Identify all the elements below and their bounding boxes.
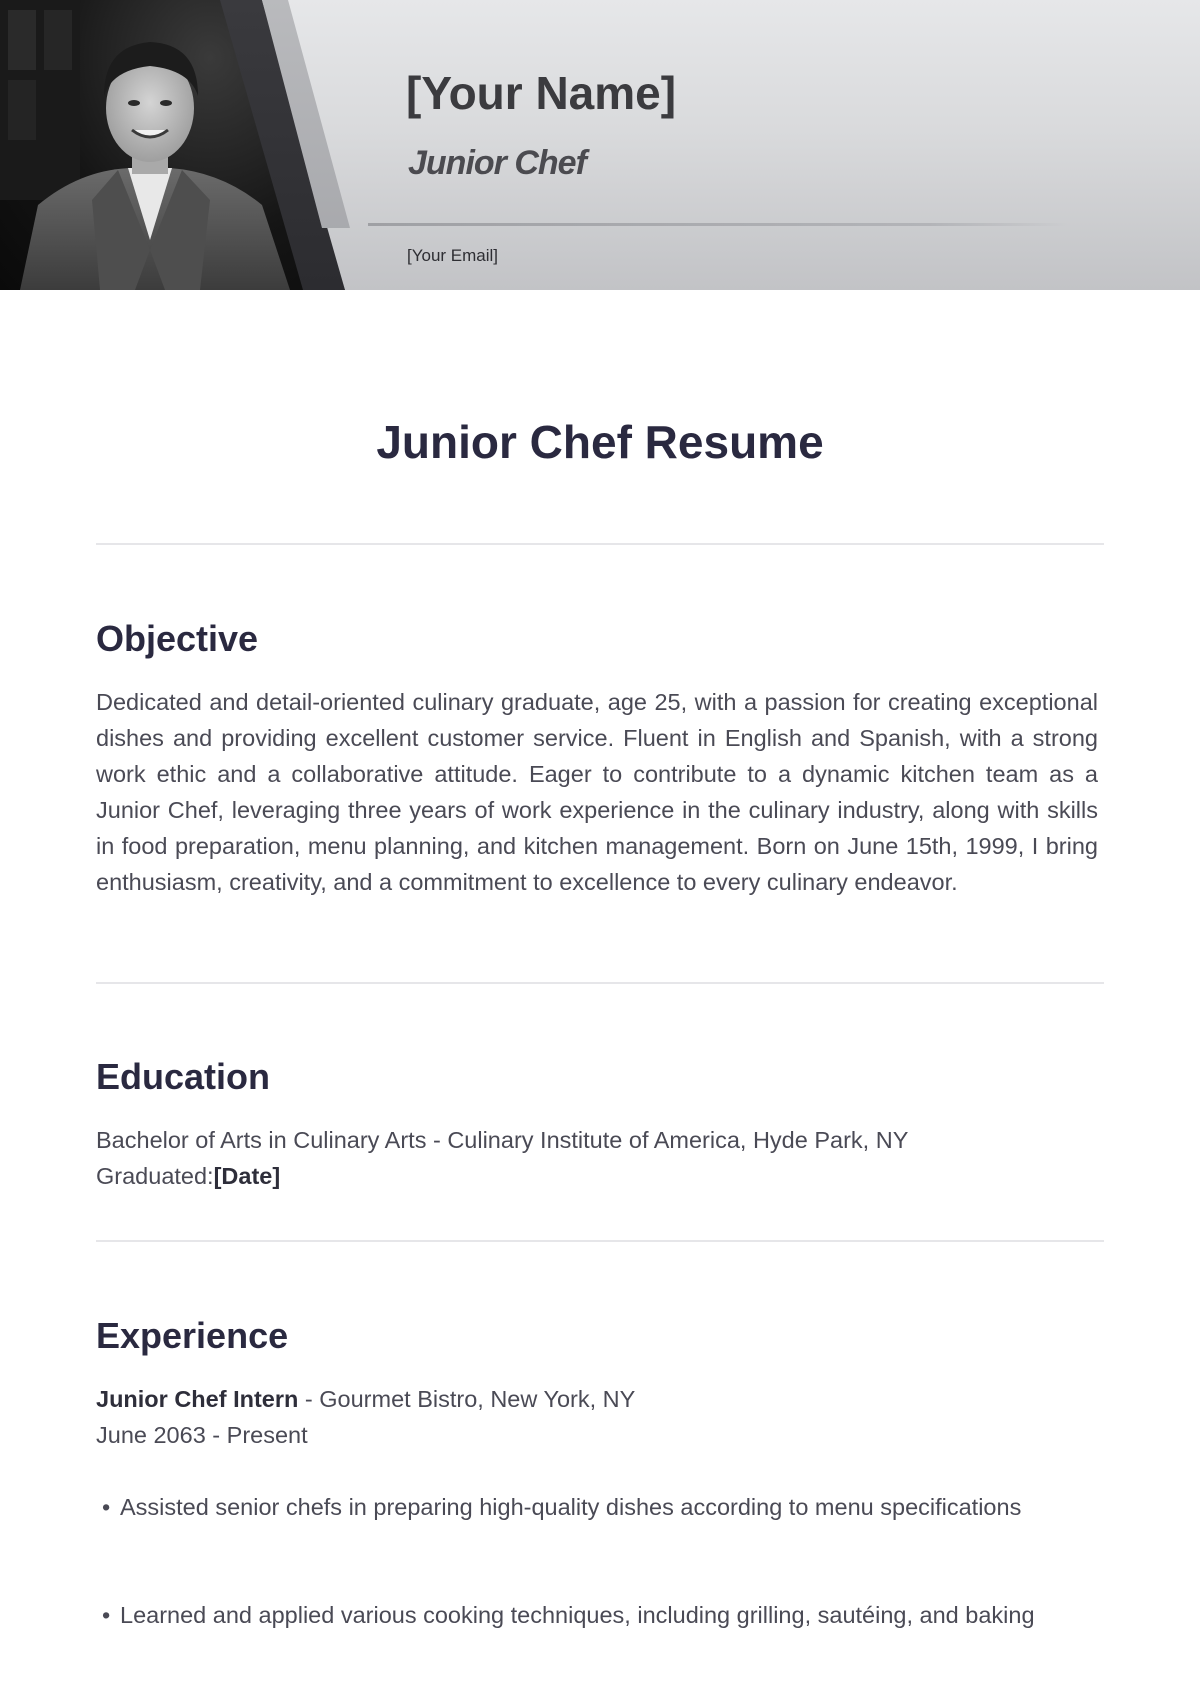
list-item <box>102 1489 1072 1525</box>
bullet-icon: • <box>102 1494 111 1520</box>
education-graduated <box>96 1158 280 1194</box>
divider <box>96 543 1104 545</box>
resume-header <box>0 0 1200 290</box>
candidate-email: [Your Email] <box>407 246 499 265</box>
section-heading-education: Education <box>96 1056 271 1097</box>
candidate-role: Junior Chef <box>408 144 586 182</box>
document-title: Junior Chef Resume <box>376 416 824 468</box>
candidate-name: [Your Name] <box>406 67 677 119</box>
section-heading-objective: Objective <box>96 618 259 659</box>
divider <box>96 982 1104 984</box>
objective-text: Dedicated and detail-oriented culinary graduate, age 25, with a passion for creating exceptional dishes and providing excellent customer service. Fluent in English and Spanish, with a strong work ethic and a collaborative attitude. Eager to contribute to a dynamic kitchen team as a Junior Chef, leveraging three years of work experience in the culinary industry, along with skills in food preparation, menu planning, and kitchen management. Born on June 15th, 1999, I bring enthusiasm, creativity, and a commitment to excellence to every culinary endeavor. <box>96 689 1098 895</box>
job-bullet-text: Assisted senior chefs in preparing high-quality dishes according to menu specifications <box>120 1494 1022 1520</box>
job-dates: June 2063 - Present <box>96 1422 308 1448</box>
job-heading <box>96 1381 635 1417</box>
graduated-label: Graduated: <box>96 1163 214 1189</box>
graduated-date: [Date] <box>213 1163 281 1189</box>
job-bullet-text: Learned and applied various cooking techniques, including grilling, sautéing, and baking <box>120 1602 1035 1628</box>
section-heading-experience: Experience <box>96 1315 289 1356</box>
job-place: - Gourmet Bistro, New York, NY <box>298 1386 636 1412</box>
education-degree: Bachelor of Arts in Culinary Arts - Culinary Institute of America, Hyde Park, NY <box>96 1127 909 1153</box>
header-divider <box>368 223 1068 226</box>
job-title: Junior Chef Intern <box>96 1386 299 1412</box>
bullet-icon: • <box>102 1602 111 1628</box>
list-item <box>102 1597 1072 1633</box>
divider <box>96 1240 1104 1242</box>
